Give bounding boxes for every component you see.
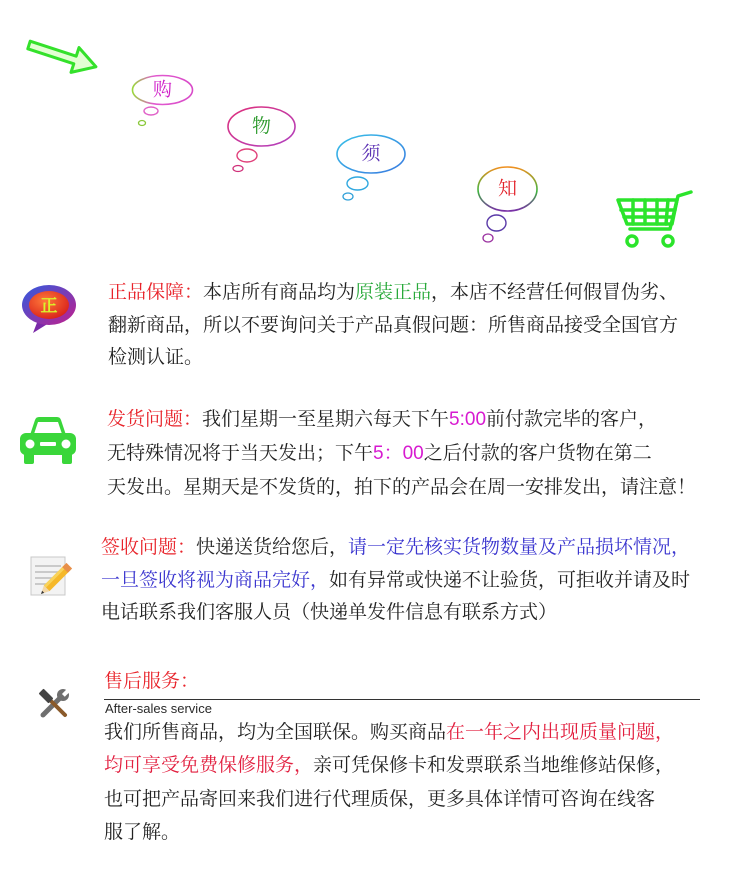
divider: [104, 699, 700, 700]
body-text: 翻新商品，所以不要询问关于产品真假问题：所售商品接受全国官方: [108, 314, 679, 336]
bubble-char: 须: [361, 143, 381, 165]
text-line: [104, 783, 674, 816]
shopping-cart-icon: [615, 189, 693, 249]
section-receipt: [101, 532, 690, 630]
bubble-dot: [233, 166, 243, 172]
text-line: [104, 816, 674, 849]
bubble-dot: [144, 107, 158, 115]
bubble-char: 物: [251, 116, 272, 137]
bubble-dot: [237, 149, 257, 162]
section-genuine-guarantee: [108, 277, 678, 375]
body-text: 检测认证。: [108, 347, 204, 368]
body-text: 也可把产品寄回来我们进行代理质保，更多具体详情可咨询在线客: [104, 788, 656, 810]
highlight-text: 原装正品: [355, 282, 432, 303]
section-heading: 签收问题：: [101, 537, 197, 558]
bubble-dot: [483, 234, 493, 242]
body-text: 天发出。星期天是不发货的，拍下的产品会在周一安排发出，请注意！: [107, 477, 697, 498]
text-line: [108, 277, 678, 310]
text-line: [101, 565, 690, 598]
bubble-dot: [347, 177, 368, 190]
badge-char: 正: [40, 296, 58, 316]
bubble-dot: [343, 193, 353, 200]
text-line: [108, 310, 678, 343]
bubble-char: 购: [152, 79, 173, 101]
body-text: 电话联系我们客服人员（快递单发件信息有联系方式）: [101, 602, 558, 623]
arrow-icon: [25, 38, 101, 80]
text-line: [101, 532, 690, 565]
bubble-dot: [139, 121, 146, 126]
body-text: 前付款完毕的客户，: [486, 409, 658, 430]
thought-bubble-wu: [226, 105, 298, 175]
text-line: [107, 403, 696, 437]
highlight-text: 5：00: [373, 443, 424, 464]
text-line: [104, 749, 674, 782]
thought-bubble-gou: [130, 73, 196, 129]
thought-bubble-xu: [335, 133, 409, 203]
body-text: ，本店不经营任何假冒伪劣、: [431, 282, 679, 303]
highlight-text: 请一定先核实货物数量及产品损坏情况，: [348, 537, 691, 558]
body-text: 快递送货给您后，: [196, 537, 349, 558]
text-line: [101, 597, 690, 630]
body-text: 我们所售商品，均为全国联保。购买商品: [104, 722, 447, 743]
body-text: 如有异常或快递不让验货，可拒收并请及时: [329, 569, 691, 591]
tools-icon: [36, 686, 72, 722]
text-line: [104, 716, 674, 749]
after-sales-subtitle: After-sales service: [105, 701, 212, 716]
section-heading: 正品保障：: [108, 282, 204, 303]
body-text: 无特殊情况将于当天发出；下午: [107, 443, 374, 464]
thought-bubble-zhi: [476, 165, 540, 245]
body-text: 服了解。: [104, 821, 181, 843]
highlight-text: 一旦签收将视为商品完好，: [101, 569, 330, 591]
body-text: 之后付款的客户货物在第二: [423, 443, 652, 464]
section-heading: 发货问题：: [107, 409, 203, 430]
bubble-char: 知: [497, 178, 518, 200]
notepad-pencil-icon: [28, 553, 76, 599]
text-line: [107, 437, 696, 471]
genuine-badge-icon: [20, 283, 78, 335]
car-icon: [18, 413, 78, 467]
text-line: [108, 342, 678, 375]
highlight-text: 在一年之内出现质量问题，: [446, 722, 675, 743]
text-line: [107, 471, 696, 505]
body-text: 本店所有商品均为: [203, 282, 356, 303]
highlight-text: 均可享受免费保修服务，: [104, 755, 314, 777]
section-shipping: [107, 403, 696, 505]
after-sales-title: 售后服务：: [104, 671, 200, 692]
section-after-sales: [104, 716, 674, 849]
bubble-dot: [487, 215, 506, 231]
highlight-text: 5:00: [449, 409, 487, 430]
body-text: 我们星期一至星期六每天下午: [202, 409, 450, 430]
body-text: 亲可凭保修卡和发票联系当地维修站保修，: [313, 755, 675, 777]
